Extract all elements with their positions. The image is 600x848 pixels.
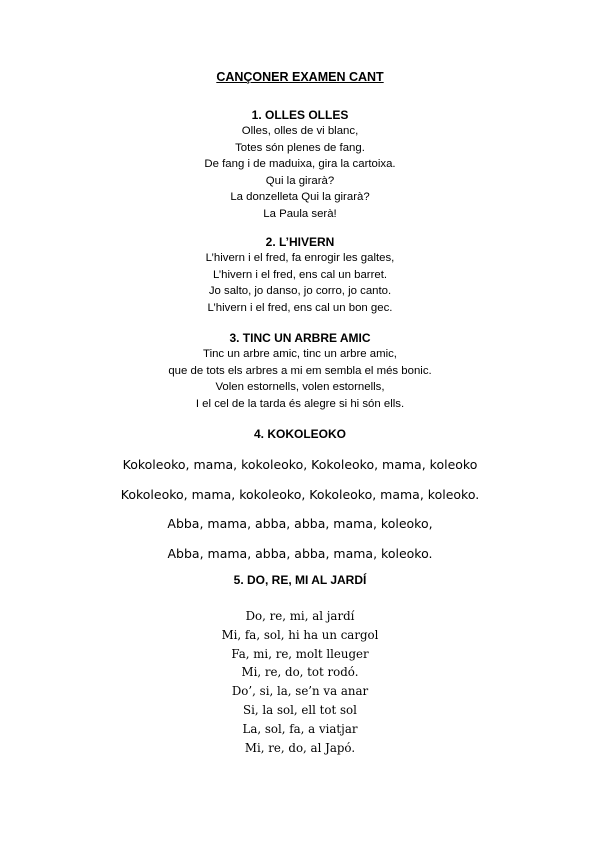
song-tinc-un-arbre-amic [0,330,600,412]
lyric-line: Jo salto, jo danso, jo corro, jo canto. [208,285,392,297]
lyric-line: La Paula serà! [263,207,337,220]
lyric-line: L’hivern i el fred, fa enrogir les galtes, [205,252,395,264]
lyric-line: L’hivern i el fred, ens cal un bon gec. [207,301,393,314]
song-title: 2. L’HIVERN [265,235,335,249]
lyric-line: Tinc un arbre amic, tinc un arbre amic, [203,348,397,360]
lyric-line: Do, re, mi, al jardí [245,609,355,623]
lyric-line: Mi, re, do, tot rodó. [241,665,359,680]
lyric-line: De fang i de maduixa, gira la cartoixa. [204,158,396,170]
lyric-line: Totes són plenes de fang. [235,141,365,154]
lyric-line: Volen estornells, volen estornells, [215,381,385,393]
lyric-line: La donzelleta Qui la girarà? [230,191,370,203]
song-do-re-mi-al-jardi [0,572,600,757]
page-title: CANÇONER EXAMEN CANT [216,70,384,84]
lyric-line: Olles, olles de vi blanc, [241,125,359,137]
lyric-line: Abba, mama, abba, abba, mama, koleoko, [167,516,433,531]
song-lhivern [0,234,600,316]
lyric-line: que de tots els arbres a mi em sembla el més bonic. [168,364,432,377]
lyric-line: Mi, re, do, al Japó. [244,740,356,755]
lyric-line: Fa, mi, re, molt lleuger [231,646,369,661]
song-title: 4. KOKOLEOKO [253,427,346,441]
song-title: 5. DO, RE, MI AL JARDÍ [233,573,367,587]
lyric-line: Kokoleoko, mama, kokoleoko, Kokoleoko, mama, koleoko [122,457,478,472]
song-olles-olles [0,107,600,222]
lyric-line: I el cel de la tarda és alegre si hi són ells. [195,397,405,410]
lyric-line: La, sol, fa, a viatjar [242,721,358,736]
lyric-line: Qui la girarà? [265,174,335,187]
song-title: 3. TINC UN ARBRE AMIC [229,331,371,345]
song-title: 1. OLLES OLLES [251,108,349,122]
lyric-line: Si, la sol, ell tot sol [243,702,357,717]
lyric-line: Kokoleoko, mama, kokoleoko, Kokoleoko, mama, koleoko. [120,486,480,502]
lyric-line: L’hivern i el fred, ens cal un barret. [212,268,388,281]
song-kokoleoko [0,426,600,568]
lyric-line: Mi, fa, sol, hi ha un cargol [221,627,379,642]
lyric-line: Abba, mama, abba, abba, mama, koleoko. [167,545,433,561]
lyric-line: Do’, si, la, se’n va anar [231,684,369,699]
